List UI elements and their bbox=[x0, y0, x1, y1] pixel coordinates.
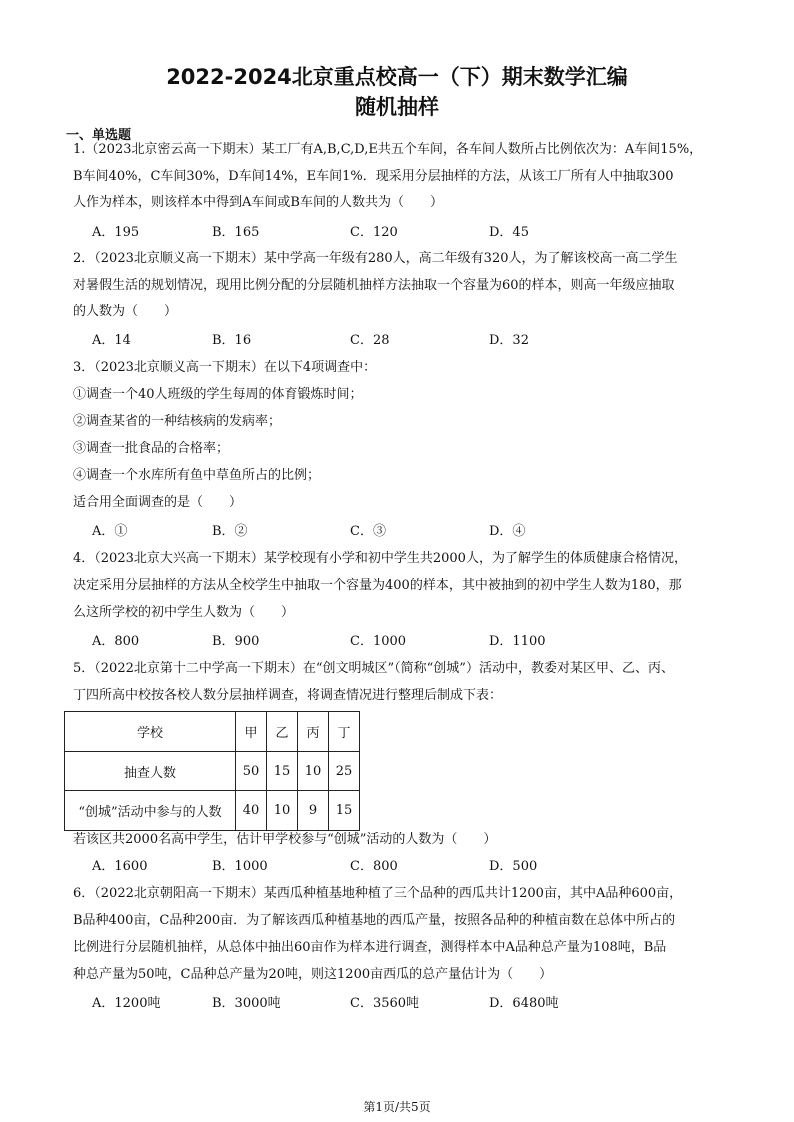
q6-line-4: 种总产量为50吨，C品种总产量为20吨，则这1200亩西瓜的总产量估计为（ ） bbox=[73, 967, 553, 982]
q3-item-3: ③调查一批食品的合格率； bbox=[73, 441, 230, 456]
q3-item-4: ④调查一个水库所有鱼中草鱼所占的比例； bbox=[73, 468, 321, 483]
q4-option-b: B．900 bbox=[212, 634, 260, 649]
q5-line-2: 丁四所高中校按各校人数分层抽样调查，将调查情况进行整理后制成下表： bbox=[73, 688, 503, 703]
table-cell: 40 bbox=[236, 791, 267, 831]
q2-option-d: D．32 bbox=[489, 333, 529, 348]
q2-option-b: B．16 bbox=[212, 333, 252, 348]
q2-line-3: 的人数为（ ） bbox=[73, 304, 178, 319]
q6-option-a: A．1200吨 bbox=[92, 996, 161, 1011]
section-heading: 一、单选题 bbox=[66, 128, 132, 143]
survey-table bbox=[64, 711, 360, 831]
q1-option-d: D．45 bbox=[489, 225, 529, 240]
q1-line-2: B车间40%，C车间30%，D车间14%，E车间1%．现采用分层抽样的方法，从该工厂所有人中抽取300 bbox=[73, 169, 674, 184]
q4-option-d: D．1100 bbox=[489, 634, 546, 649]
q3-option-d: D．④ bbox=[489, 524, 526, 539]
q4-line-1: 4．（2023北京大兴高一下期末）某学校现有小学和初中学生共2000人，为了解学生的体质健康合格情况， bbox=[73, 551, 687, 566]
q4-option-a: A．800 bbox=[92, 634, 140, 649]
table-header-row bbox=[65, 712, 360, 752]
q4-line-2: 决定采用分层抽样的方法从全校学生中抽取一个容量为400的样本，其中被抽到的初中学生人数为180，那 bbox=[73, 578, 682, 593]
q5-option-a: A．1600 bbox=[92, 859, 148, 874]
q5-line-3: 若该区共2000名高中学生，估计甲学校参与“创城”活动的人数为（ ） bbox=[73, 832, 497, 847]
table-cell: 15 bbox=[329, 791, 360, 831]
table-cell: 25 bbox=[329, 752, 360, 791]
table-cell: “创城”活动中参与的人数 bbox=[65, 791, 236, 831]
table-header-cell: 丙 bbox=[298, 712, 329, 752]
table-row bbox=[65, 791, 360, 831]
table-cell: 抽查人数 bbox=[65, 752, 236, 791]
q6-option-d: D．6480吨 bbox=[489, 996, 559, 1011]
q5-option-c: C．800 bbox=[350, 859, 398, 874]
q6-option-b: B．3000吨 bbox=[212, 996, 281, 1011]
q2-line-2: 对暑假生活的规划情况，现用比例分配的分层随机抽样方法抽取一个容量为60的样本，则高一年级应抽取 bbox=[73, 278, 675, 293]
q1-line-1: 1.（2023北京密云高一下期末）某工厂有A,B,C,D,E共五个车间，各车间人数所占比例依次为：A车间15%， bbox=[73, 142, 703, 157]
q2-option-c: C．28 bbox=[350, 333, 390, 348]
q3-option-b: B．② bbox=[212, 524, 248, 539]
q2-line-1: 2．（2023北京顺义高一下期末）某中学高一年级有280人，高二年级有320人，为了解该校高一高二学生 bbox=[73, 251, 678, 266]
q5-option-b: B．1000 bbox=[212, 859, 268, 874]
page-subtitle: 随机抽样 bbox=[355, 95, 439, 119]
q6-line-2: B品种400亩，C品种200亩．为了解该西瓜种植基地的西瓜产量，按照各品种的种植亩数在总体中所占的 bbox=[73, 913, 676, 928]
q6-option-c: C．3560吨 bbox=[350, 996, 420, 1011]
q4-option-c: C．1000 bbox=[350, 634, 407, 649]
q3-item-2: ②调查某省的一种结核病的发病率； bbox=[73, 414, 282, 429]
table-cell: 10 bbox=[267, 791, 298, 831]
table-header-cell: 乙 bbox=[267, 712, 298, 752]
table-row bbox=[65, 752, 360, 791]
q3-line-2: 适合用全面调查的是（ ） bbox=[73, 495, 243, 510]
page-number: 第1页/共5页 bbox=[363, 1100, 431, 1114]
q2-option-a: A．14 bbox=[92, 333, 131, 348]
q6-line-1: 6．（2022北京朝阳高一下期末）某西瓜种植基地种植了三个品种的西瓜共计1200亩，其中A品种600亩， bbox=[73, 886, 683, 901]
q1-line-3: 人作为样本，则该样本中得到A车间或B车间的人数共为（ ） bbox=[73, 195, 443, 210]
table-cell: 9 bbox=[298, 791, 329, 831]
q3-item-1: ①调查一个40人班级的学生每周的体育锻炼时间； bbox=[73, 387, 363, 402]
q1-option-b: B．165 bbox=[212, 225, 260, 240]
table-header-cell: 甲 bbox=[236, 712, 267, 752]
table-header-cell: 学校 bbox=[65, 712, 236, 752]
q4-line-3: 么这所学校的初中学生人数为（ ） bbox=[73, 605, 295, 620]
q3-option-c: C．③ bbox=[350, 524, 386, 539]
table-cell: 15 bbox=[267, 752, 298, 791]
q6-line-3: 比例进行分层随机抽样，从总体中抽出60亩作为样本进行调查，测得样本中A品种总产量为108吨，B品 bbox=[73, 940, 667, 955]
table-cell: 50 bbox=[236, 752, 267, 791]
page-title: 2022-2024北京重点校高一（下）期末数学汇编 bbox=[166, 65, 628, 89]
q3-option-a: A．① bbox=[92, 524, 128, 539]
table-header-cell: 丁 bbox=[329, 712, 360, 752]
q5-option-d: D．500 bbox=[489, 859, 538, 874]
q1-option-c: C．120 bbox=[350, 225, 398, 240]
q3-line-1: 3．（2023北京顺义高一下期末）在以下4项调查中： bbox=[73, 360, 377, 375]
q1-option-a: A．195 bbox=[92, 225, 140, 240]
table-cell: 10 bbox=[298, 752, 329, 791]
q5-line-1: 5．（2022北京第十二中学高一下期末）在“创文明城区”（简称“创城”）活动中，教委对某区甲、乙、丙、 bbox=[73, 661, 674, 676]
